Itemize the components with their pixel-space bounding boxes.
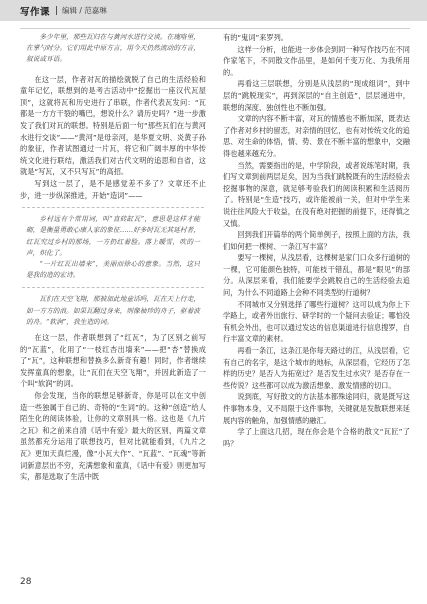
quote-block: 瓦们在天空飞翔，那被加此地童话吗，瓦在天上行走，如一方方的浪。如果瓦翻过身来，则像袖珍的舟子，驱着波的舟。“软润”，我生造的词。	[26, 295, 200, 326]
quote-block: 多少年里，那些瓦归在与黄河水进行交谈。在瑰咯里，在掌勺时分。它们用此中原方言，用今天仍然流动的方言，叙说或耳语。	[26, 33, 200, 64]
body-paragraph: 再看一条江，这条江是你每天路过的江，从浅层看，它有自己的名字，是这个城市的地标，从深层看，它经历了怎样的历史？是否人为拓宽过？是否发生过水灾？是否存在一些传说？这些都可以成为激活想象、激发情感的切口。	[223, 346, 410, 390]
body-paragraph: 你会发现，当你的联想足够新奇，你是可以在文中创造一些独属于自己的、奇特的“生词”的。这种“创造”给人陌生化的阅读体验，让你的文章别具一格。这也是《九片之瓦》和之前来自清《话中有爱》最大的区别，两篇文章虽然都充分运用了联想技巧，但对比就能看到，《九片之瓦》更加天真烂漫，像“小瓦大作”、“瓦蓝”、“瓦魂”等新词新意层出不穷，充满想象和童真，《话中有爱》则更加写实，都是选取了生活中既	[20, 390, 206, 482]
editor-credit: 编辑 / 范嘉琳	[62, 6, 107, 15]
body-paragraph: 写到这一层了，是不是感觉差不多了？文章还不止步，进一步纵深推进，开始“造词”——	[20, 178, 206, 200]
section-title: 写作课	[20, 6, 51, 18]
header-rule	[20, 28, 410, 29]
body-paragraph: 有的“鬼词”来罗列。	[223, 33, 288, 42]
body-paragraph: 文章的内容不断丰富，对瓦的情感也不断加深，既表达了作者对乡村的留恋，对亲情的回忆，也有对传统文化的追思、对生命的体悟，情、势、景在不断丰富的想象中，交融得也越来越充分。	[223, 114, 410, 158]
right-column	[223, 32, 410, 449]
left-column	[20, 32, 206, 483]
page-number: 28	[20, 577, 32, 587]
body-paragraph: 在这一层，作者联想到了“红瓦”，为了区别之前写的“瓦蓝”，化用了“一枝红杏出墙来”——把“杏”替换成了“瓦”，这种联想和替换多么新奇有趣！同时，作者继续发挥童真的想象，让“瓦们在天空飞翔”，并因此新造了一个叫“软润”的词。	[20, 332, 206, 389]
quote-block: “一片红瓦出墙来”，美丽而徐心的意象。当然，这只是我的造的宏诗。	[26, 259, 200, 280]
page-header	[0, 0, 427, 21]
body-paragraph: 要写一棵树，从浅层看，这棵树是家门口众多行道树的一棵，它可能颜色独特，可能枝干错乱，都是“眼见”的部分。从深层来看，我们能要学会跳脱自己的生活经验去追问，为什么不同道路上会种不同类型的行道树？	[223, 253, 410, 298]
body-paragraph: 学了上面这几招，现在你会是个合格的散文“瓦匠”了吗？	[223, 427, 410, 448]
body-paragraph: 在这一层，作者对瓦的描绘就脱了自己的生活经验和童年记忆，联想到的是考古活动中“挖掘出一座汉代瓦屋顶”，这就将瓦和历史进行了串联，作者代表瓦发问：“瓦都是一方方干裂的嘴巴，想说什么？请历史吗？”进一步激发了我们对瓦的联想。特别是后面一句“那些瓦们在与黄河水进行交谈”——“黄河”是母亲河，是华夏文明、炎黄子孙的象征，作者试图通过一片瓦，将它和广阔丰厚的中华传统文化进行联结，激活我们对古代文明的追思和自省，这就是“写瓦，又不只写瓦”的高招。	[20, 74, 206, 177]
quote-block: 乡村远有个常用词，叫“直砖缸瓦”，意思是这样才能砌，是衡量勇敢心康人家的象征……好多时瓦无其延村者，红瓦究过乡村的那场，一方扔红着脸。落上暖雪，吹的一声，炽化了。	[26, 215, 200, 257]
body-paragraph: 再看这三层联想，分别是从浅层的“现成组词”，到中层的“跳脱现实”，再到深层的“自主创造”，层层递进中，联想的深度、独创性也不断加强。	[223, 79, 410, 112]
quote-divider	[22, 207, 204, 208]
header-divider	[56, 6, 57, 15]
body-paragraph: 当然，需要指出的是，中学阶段，或者说练笔时期，我们写文章到前两层足矣，因为当我们跳脱既有的生活经验去挖掘事物的深意，就足够考验我们的阅读积累和生活阅历了。特别是“生造”技巧，或许能被前一关，但对中学生来说往往风险大于收益，在没有绝对把握的前提下，还得慎之又慎。	[223, 160, 410, 228]
quote-divider	[22, 287, 204, 288]
body-paragraph: 说到底，写好散文的方法基本都殊途同归，就是既写这件事物本身，又不局限于这件事物，关键就是发散联想来延展内容的触角，加强情感的融汇。	[223, 392, 410, 425]
body-paragraph: 回到我们开篇举的两个简单例子，按照上面的方法，我们如何把一棵树、一条江写丰富？	[223, 230, 410, 251]
body-paragraph: 这样一分析，也能进一步体会到同一种写作技巧在不同作家笔下，不同散文作品里，是如何千变万化、为我所用的。	[223, 44, 410, 77]
body-paragraph: 不同城市又分别选择了哪些行道树？这可以成为你上下学路上，或者外出旅行、研学时的一个疑问去验证；哪怕没有机会外出，也可以通过发达的信息渠道进行信息搜罗，自行丰富文章的素材。	[223, 299, 410, 344]
